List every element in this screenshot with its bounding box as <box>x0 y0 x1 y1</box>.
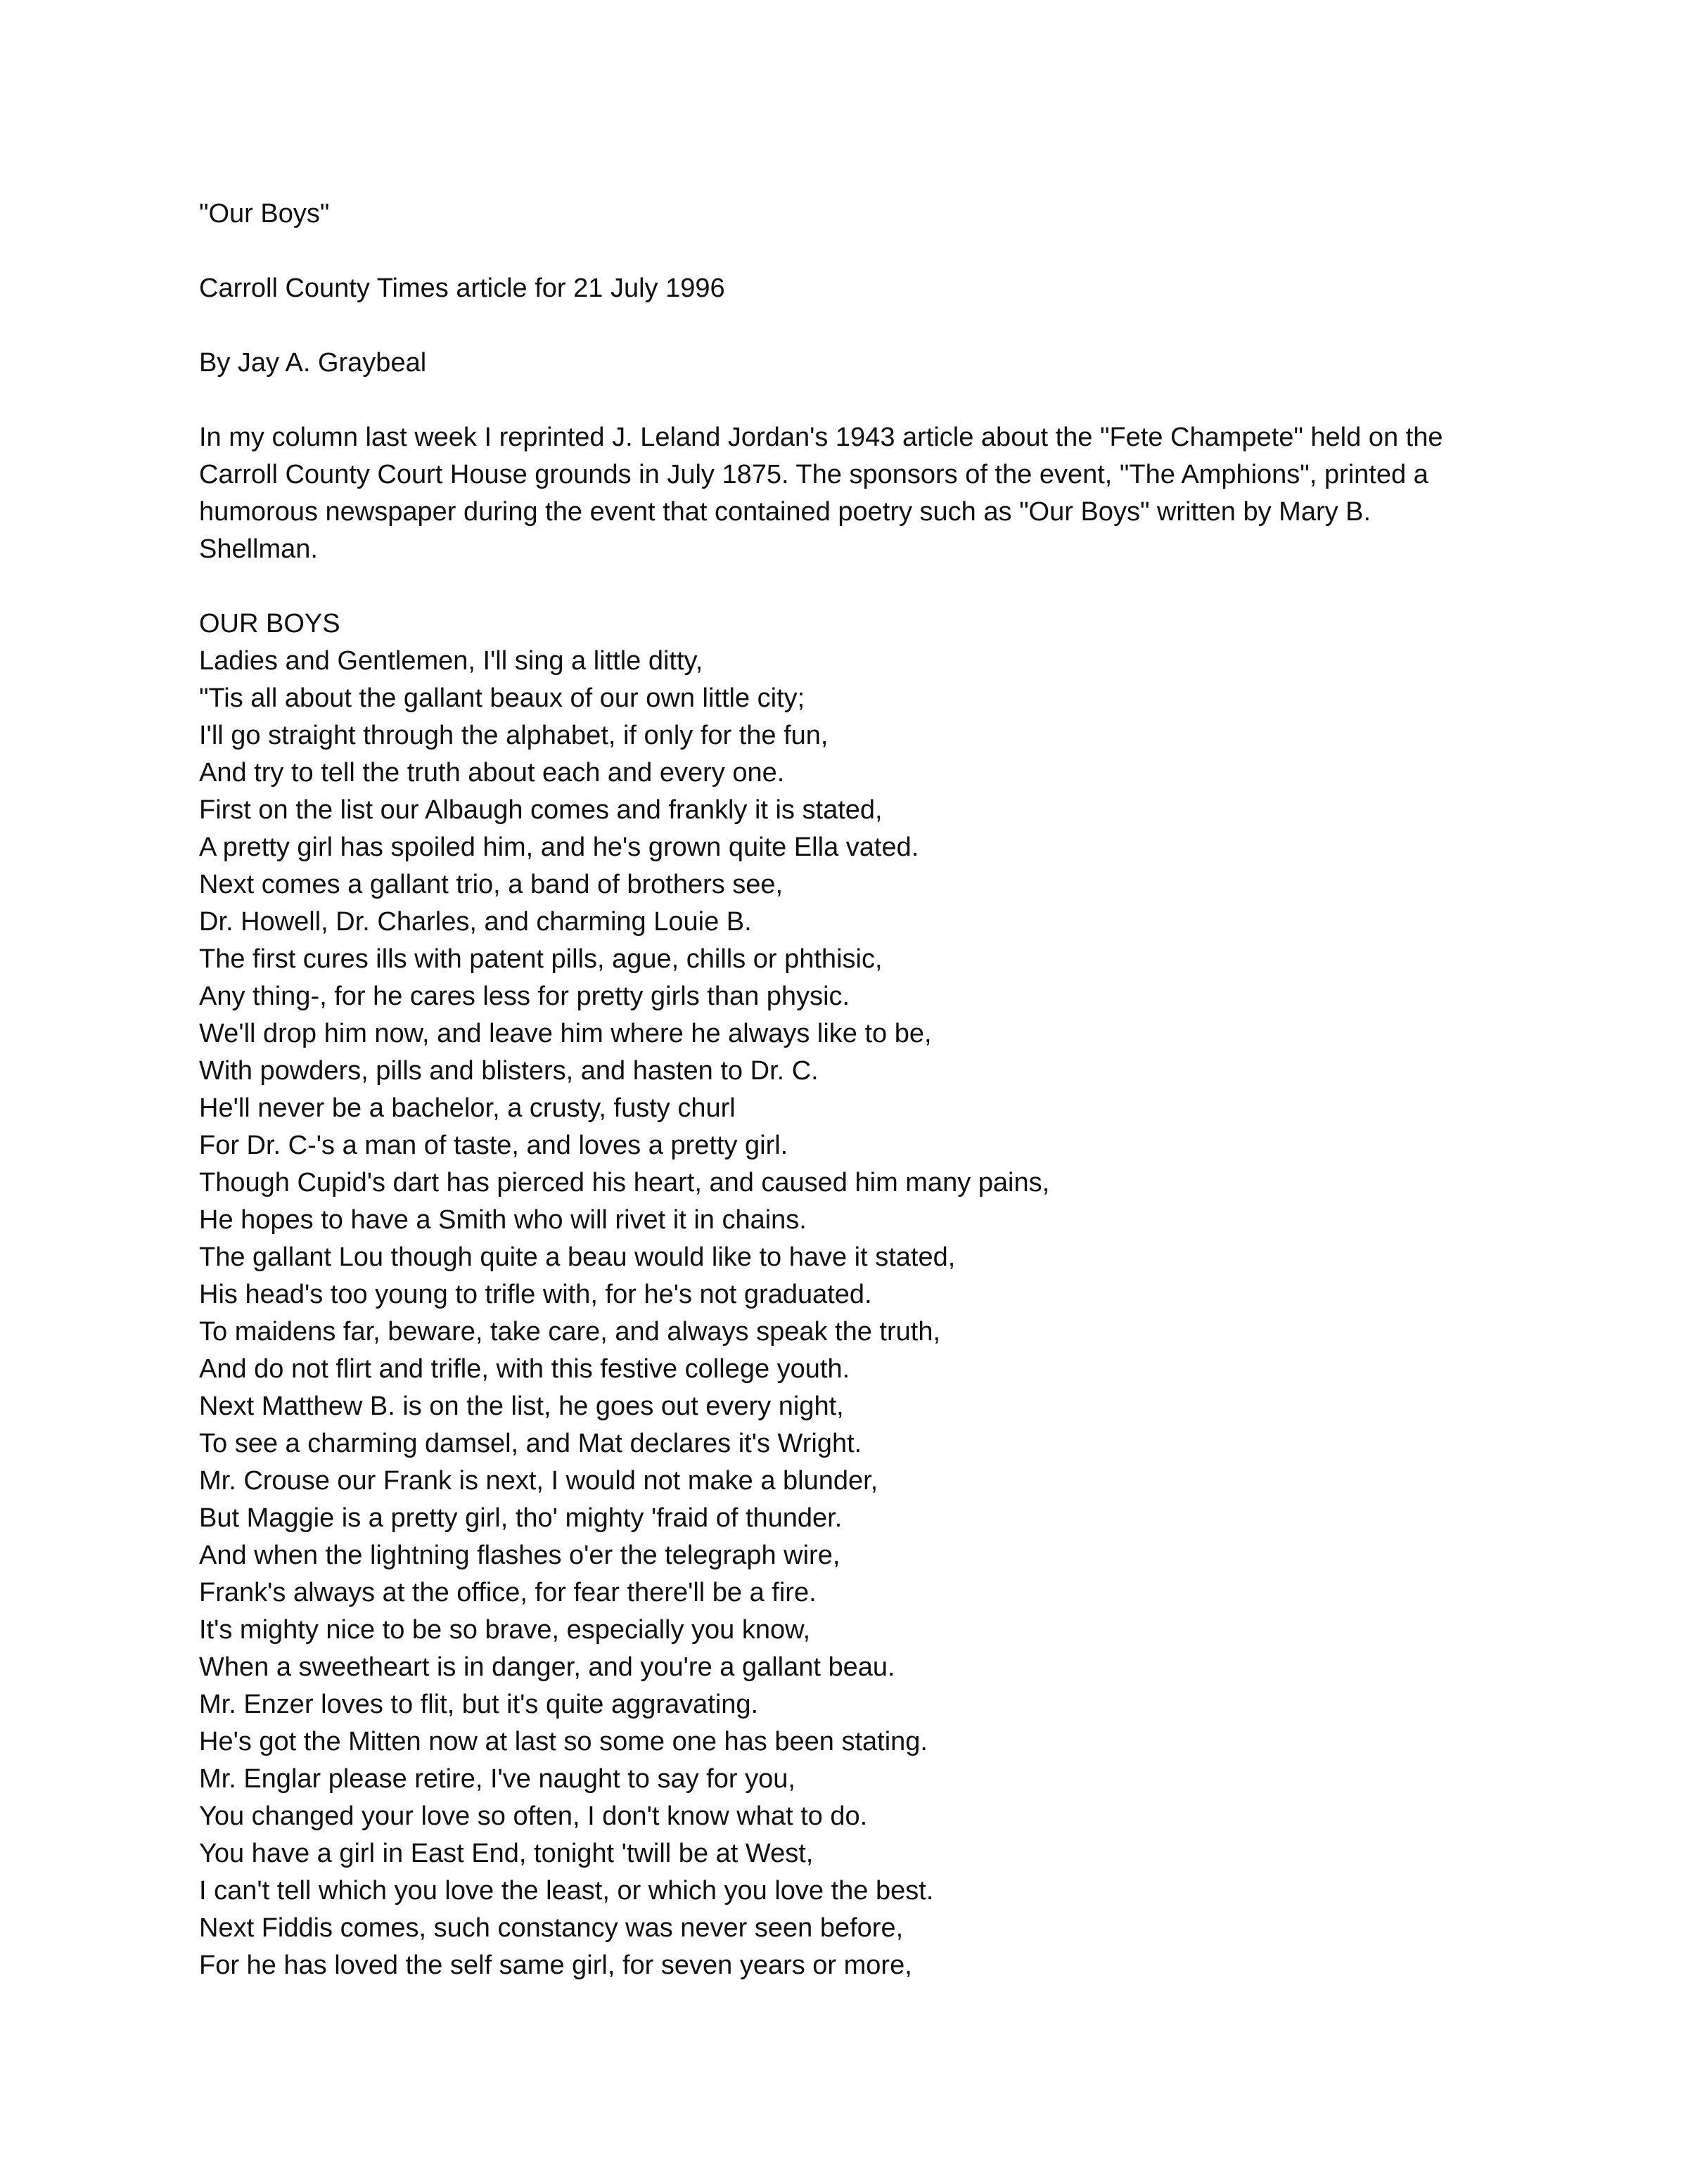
document-title: "Our Boys" <box>199 199 330 229</box>
document-subtitle: Carroll County Times article for 21 July 1996 <box>199 274 725 303</box>
poem-line: And do not flirt and trifle, with this festive college youth. <box>199 1354 850 1384</box>
poem-line: He'll never be a bachelor, a crusty, fusty churl <box>199 1093 736 1123</box>
poem-body <box>199 643 1535 1984</box>
poem-line: A pretty girl has spoiled him, and he's grown quite Ella vated. <box>199 833 919 862</box>
poem-line: And when the lightning flashes o'er the telegraph wire, <box>199 1541 840 1570</box>
poem-line: We'll drop him now, and leave him where he always like to be, <box>199 1019 932 1048</box>
poem-line: The first cures ills with patent pills, ague, chills or phthisic, <box>199 944 883 974</box>
poem-line: "Tis all about the gallant beaux of our own little city; <box>199 683 805 713</box>
poem-line: And try to tell the truth about each and every one. <box>199 758 785 788</box>
poem-line: First on the list our Albaugh comes and frankly it is stated, <box>199 795 883 825</box>
poem-line: You have a girl in East End, tonight 'twill be at West, <box>199 1839 814 1868</box>
intro-paragraph: In my column last week I reprinted J. Leland Jordan's 1943 article about the "Fete Champete" held on the Carroll County Court House grounds in July 1875. The sponsors of the event, "The Amphions", printed a humorous newspaper during the event that contained poetry such as "Our Boys" written by Mary B. Shellman. <box>199 423 1443 564</box>
poem-line: When a sweetheart is in danger, and you're a gallant beau. <box>199 1652 895 1682</box>
poem-line: His head's too young to trifle with, for he's not graduated. <box>199 1280 872 1309</box>
poem-line: He's got the Mitten now at last so some one has been stating. <box>199 1727 928 1756</box>
poem-line: It's mighty nice to be so brave, especially you know, <box>199 1615 811 1645</box>
poem-line: For Dr. C-'s a man of taste, and loves a pretty girl. <box>199 1131 788 1160</box>
poem-line: Mr. Englar please retire, I've naught to say for you, <box>199 1764 795 1794</box>
poem-line: Ladies and Gentlemen, I'll sing a little ditty, <box>199 646 703 676</box>
poem-line: Mr. Crouse our Frank is next, I would not make a blunder, <box>199 1466 878 1496</box>
poem-line: Next Matthew B. is on the list, he goes out every night, <box>199 1392 844 1421</box>
poem-line: Dr. Howell, Dr. Charles, and charming Louie B. <box>199 907 752 937</box>
document-byline: By Jay A. Graybeal <box>199 348 427 378</box>
poem-line: Next comes a gallant trio, a band of brothers see, <box>199 870 784 899</box>
poem-line: The gallant Lou though quite a beau would like to have it stated, <box>199 1242 956 1272</box>
poem-line: Mr. Enzer loves to flit, but it's quite aggravating. <box>199 1690 759 1719</box>
poem-line: I'll go straight through the alphabet, if only for the fun, <box>199 721 829 750</box>
poem-line: Frank's always at the office, for fear there'll be a fire. <box>199 1578 817 1607</box>
poem-line: For he has loved the self same girl, for seven years or more, <box>199 1951 912 1980</box>
poem-line: But Maggie is a pretty girl, tho' mighty 'fraid of thunder. <box>199 1503 843 1533</box>
poem-line: To maidens far, beware, take care, and always speak the truth, <box>199 1317 941 1347</box>
poem-line: Next Fiddis comes, such constancy was never seen before, <box>199 1913 904 1943</box>
poem-line: Though Cupid's dart has pierced his heart, and caused him many pains, <box>199 1168 1050 1197</box>
document-page <box>199 195 1535 1984</box>
poem-line: He hopes to have a Smith who will rivet it in chains. <box>199 1205 807 1235</box>
poem-line: I can't tell which you love the least, or which you love the best. <box>199 1876 934 1906</box>
poem-line: You changed your love so often, I don't know what to do. <box>199 1801 868 1831</box>
poem-title: OUR BOYS <box>199 609 340 638</box>
poem-line: To see a charming damsel, and Mat declares it's Wright. <box>199 1429 862 1458</box>
poem-line: Any thing-, for he cares less for pretty girls than physic. <box>199 982 850 1011</box>
poem-line: With powders, pills and blisters, and hasten to Dr. C. <box>199 1056 819 1086</box>
